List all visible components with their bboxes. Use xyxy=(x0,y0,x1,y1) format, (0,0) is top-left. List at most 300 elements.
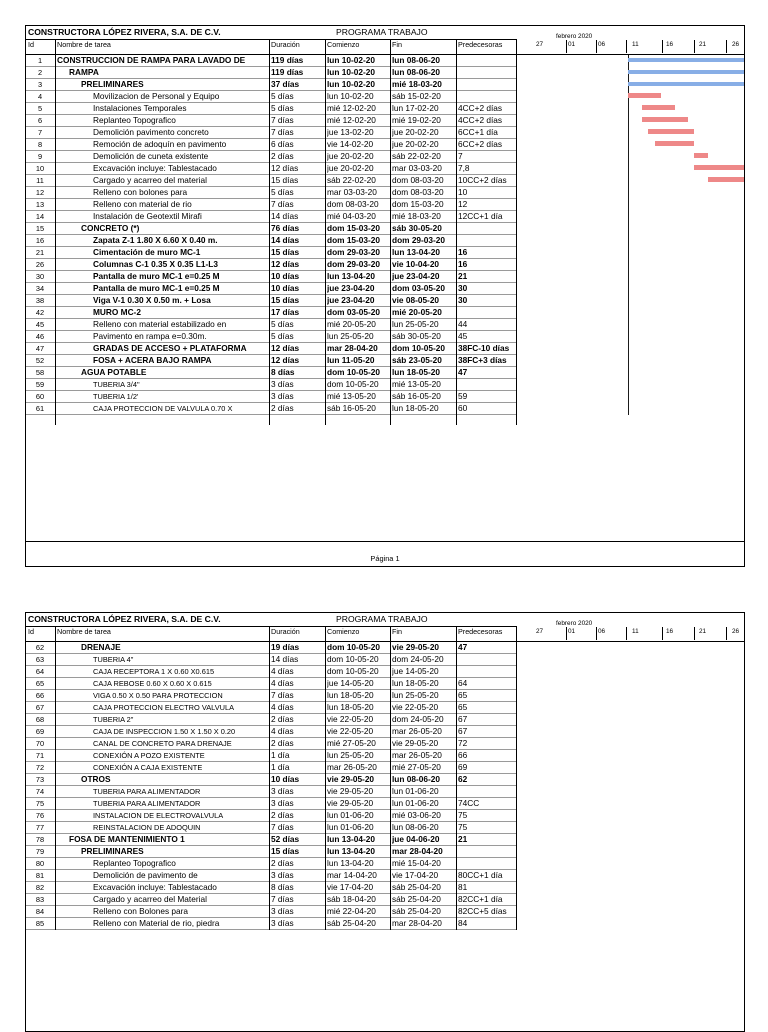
task-id: 68 xyxy=(35,715,45,724)
task-duration: 4 días xyxy=(271,726,294,736)
task-name: CONEXIÓN A POZO EXISTENTE xyxy=(93,751,205,760)
task-end: dom 24-05-20 xyxy=(392,714,444,724)
table-row xyxy=(26,894,516,906)
task-end: mié 20-05-20 xyxy=(392,307,442,317)
task-duration: 1 día xyxy=(271,762,290,772)
task-duration: 3 días xyxy=(271,786,294,796)
task-id: 84 xyxy=(35,907,45,916)
task-id: 16 xyxy=(35,236,45,245)
table-row xyxy=(26,702,516,714)
task-name: Relleno con bolones para xyxy=(93,187,188,197)
table-row xyxy=(26,343,516,355)
task-duration: 4 días xyxy=(271,678,294,688)
task-id: 78 xyxy=(35,835,45,844)
tick-label: 16 xyxy=(666,628,674,635)
table-row xyxy=(26,367,516,379)
task-duration: 5 días xyxy=(271,103,294,113)
task-end: sáb 22-02-20 xyxy=(392,151,441,161)
task-start: mié 12-02-20 xyxy=(327,115,376,125)
task-predecessors: 38FC-10 días xyxy=(458,343,510,353)
task-name: TUBERIA 2" xyxy=(93,715,134,724)
task-id: 80 xyxy=(35,859,45,868)
task-start: vie 29-05-20 xyxy=(327,798,374,808)
task-predecessors: 30 xyxy=(458,283,468,293)
schedule-page-2 xyxy=(25,612,745,1032)
task-predecessors: 47 xyxy=(458,367,468,377)
summary-bar xyxy=(628,58,744,62)
task-name: Pantalla de muro MC-1 e=0.25 M xyxy=(93,271,220,281)
task-predecessors: 44 xyxy=(458,319,468,329)
task-name: PRELIMINARES xyxy=(81,846,144,856)
task-duration: 15 días xyxy=(271,295,300,305)
task-end: mié 18-03-20 xyxy=(392,211,441,221)
task-id: 60 xyxy=(35,392,45,401)
col-end-header: Fin xyxy=(392,40,402,49)
task-start: dom 15-03-20 xyxy=(327,223,381,233)
task-end: dom 15-03-20 xyxy=(392,199,444,209)
task-duration: 10 días xyxy=(271,271,300,281)
task-duration: 15 días xyxy=(271,247,300,257)
task-start: sáb 25-04-20 xyxy=(327,918,376,928)
task-end: jue 14-05-20 xyxy=(392,666,439,676)
task-bar xyxy=(694,165,744,170)
task-duration: 5 días xyxy=(271,331,294,341)
task-predecessors: 45 xyxy=(458,331,468,341)
task-id: 85 xyxy=(35,919,45,928)
task-predecessors: 16 xyxy=(458,259,468,269)
table-row xyxy=(26,678,516,690)
table-row xyxy=(26,283,516,295)
table-row xyxy=(26,810,516,822)
task-start: vie 29-05-20 xyxy=(327,786,374,796)
task-end: dom 29-03-20 xyxy=(392,235,446,245)
task-start: vie 22-05-20 xyxy=(327,726,374,736)
task-duration: 7 días xyxy=(271,822,294,832)
task-end: mar 26-05-20 xyxy=(392,750,442,760)
task-duration: 2 días xyxy=(271,810,294,820)
task-name: CAJA RECEPTORA 1 X 0.60 X0.615 xyxy=(93,667,215,676)
page-number: Página 1 xyxy=(370,554,400,563)
task-id: 62 xyxy=(35,643,45,652)
task-duration: 5 días xyxy=(271,91,294,101)
task-duration: 14 días xyxy=(271,211,299,221)
table-row xyxy=(26,714,516,726)
task-id: 13 xyxy=(35,200,45,209)
task-id: 81 xyxy=(35,871,45,880)
task-predecessors: 81 xyxy=(458,882,468,892)
task-id: 9 xyxy=(37,152,43,161)
task-bar xyxy=(655,141,695,146)
task-id: 30 xyxy=(35,272,45,281)
task-name: AGUA POTABLE xyxy=(81,367,147,377)
task-start: dom 03-05-20 xyxy=(327,307,381,317)
task-duration: 12 días xyxy=(271,355,300,365)
task-duration: 15 días xyxy=(271,846,300,856)
task-end: mié 15-04-20 xyxy=(392,858,441,868)
task-duration: 8 días xyxy=(271,882,294,892)
task-id: 52 xyxy=(35,356,45,365)
task-end: mar 03-03-20 xyxy=(392,163,442,173)
task-start: lun 10-02-20 xyxy=(327,55,375,65)
task-end: mié 18-03-20 xyxy=(392,79,442,89)
task-duration: 2 días xyxy=(271,738,294,748)
task-predecessors: 80CC+1 día xyxy=(458,870,503,880)
task-end: sáb 25-04-20 xyxy=(392,894,441,904)
task-name: REINSTALACION DE ADOQUIN xyxy=(93,823,201,832)
task-start: vie 29-05-20 xyxy=(327,774,375,784)
task-start: sáb 16-05-20 xyxy=(327,403,376,413)
task-name: MURO MC-2 xyxy=(93,307,141,317)
task-duration: 52 días xyxy=(271,834,300,844)
task-duration: 4 días xyxy=(271,702,294,712)
tick-label: 11 xyxy=(632,628,639,635)
task-predecessors: 7 xyxy=(458,151,463,161)
tick-label: 21 xyxy=(699,628,707,635)
table-row xyxy=(26,175,516,187)
task-duration: 5 días xyxy=(271,319,294,329)
task-start: jue 23-04-20 xyxy=(327,295,375,305)
task-start: jue 20-02-20 xyxy=(327,163,374,173)
table-row xyxy=(26,379,516,391)
task-bar xyxy=(642,117,688,122)
task-end: mié 19-02-20 xyxy=(392,115,441,125)
col-name-header: Nombre de tarea xyxy=(57,627,111,636)
table-row xyxy=(26,726,516,738)
table-row xyxy=(26,738,516,750)
task-predecessors: 38FC+3 días xyxy=(458,355,507,365)
task-predecessors: 65 xyxy=(458,690,468,700)
tick-label: 01 xyxy=(568,41,576,48)
table-row xyxy=(26,295,516,307)
task-start: dom 29-03-20 xyxy=(327,259,381,269)
task-end: lun 18-05-20 xyxy=(392,367,440,377)
task-duration: 10 días xyxy=(271,283,300,293)
task-end: sáb 30-05-20 xyxy=(392,331,441,341)
task-id: 65 xyxy=(35,679,45,688)
table-row xyxy=(26,151,516,163)
task-duration: 7 días xyxy=(271,199,294,209)
task-start: dom 10-05-20 xyxy=(327,379,379,389)
company-name: CONSTRUCTORA LÓPEZ RIVERA, S.A. DE C.V. xyxy=(28,614,221,624)
task-name: FOSA DE MANTENIMIENTO 1 xyxy=(69,834,185,844)
task-id: 64 xyxy=(35,667,45,676)
task-end: mié 27-05-20 xyxy=(392,762,441,772)
task-start: lun 13-04-20 xyxy=(327,858,374,868)
task-predecessors: 69 xyxy=(458,762,468,772)
task-start: lun 13-04-20 xyxy=(327,834,375,844)
task-predecessors: 59 xyxy=(458,391,468,401)
task-bar xyxy=(708,177,744,182)
task-end: lun 08-06-20 xyxy=(392,822,439,832)
task-start: jue 23-04-20 xyxy=(327,283,375,293)
task-id: 15 xyxy=(35,224,45,233)
task-name: CAJA REBOSE 0.60 X 0.60 X 0.615 xyxy=(93,679,212,688)
task-predecessors: 6CC+2 días xyxy=(458,139,503,149)
task-duration: 5 días xyxy=(271,187,294,197)
task-id: 75 xyxy=(35,799,45,808)
task-id: 1 xyxy=(37,56,43,65)
table-row xyxy=(26,163,516,175)
task-start: dom 08-03-20 xyxy=(327,199,379,209)
task-end: lun 18-05-20 xyxy=(392,678,439,688)
summary-bar xyxy=(628,70,744,74)
task-id: 69 xyxy=(35,727,45,736)
task-predecessors: 84 xyxy=(458,918,468,928)
task-end: mar 28-04-20 xyxy=(392,918,442,928)
task-duration: 6 días xyxy=(271,139,294,149)
task-duration: 7 días xyxy=(271,127,294,137)
task-start: dom 10-05-20 xyxy=(327,642,381,652)
table-row xyxy=(26,103,516,115)
task-start: lun 25-05-20 xyxy=(327,750,374,760)
task-id: 42 xyxy=(35,308,45,317)
task-name: FOSA + ACERA BAJO RAMPA xyxy=(93,355,212,365)
task-duration: 7 días xyxy=(271,894,294,904)
task-name: CONEXIÓN A CAJA EXISTENTE xyxy=(93,763,203,772)
task-start: dom 10-05-20 xyxy=(327,666,379,676)
task-id: 70 xyxy=(35,739,45,748)
task-end: vie 29-05-20 xyxy=(392,642,440,652)
table-row xyxy=(26,331,516,343)
col-name-header: Nombre de tarea xyxy=(57,40,111,49)
task-name: TUBERIA 3/4" xyxy=(93,380,140,389)
task-id: 14 xyxy=(35,212,45,221)
task-id: 38 xyxy=(35,296,45,305)
task-name: CAJA DE INSPECCION 1.50 X 1.50 X 0.20 xyxy=(93,727,236,736)
task-name: GRADAS DE ACCESO + PLATAFORMA xyxy=(93,343,247,353)
task-bar xyxy=(642,105,675,110)
task-name: Pavimento en rampa e=0.30m. xyxy=(93,331,207,341)
task-duration: 76 días xyxy=(271,223,300,233)
task-duration: 3 días xyxy=(271,379,294,389)
task-id: 8 xyxy=(37,140,43,149)
task-duration: 37 días xyxy=(271,79,300,89)
task-predecessors: 66 xyxy=(458,750,468,760)
task-duration: 3 días xyxy=(271,798,294,808)
task-start: lun 18-05-20 xyxy=(327,702,374,712)
task-name: Columnas C-1 0.35 X 0.35 L1-L3 xyxy=(93,259,218,269)
task-name: VIGA 0.50 X 0.50 PARA PROTECCION xyxy=(93,691,223,700)
task-start: lun 10-02-20 xyxy=(327,79,375,89)
task-end: vie 10-04-20 xyxy=(392,259,440,269)
task-start: sáb 18-04-20 xyxy=(327,894,376,904)
task-id: 66 xyxy=(35,691,45,700)
task-name: INSTALACION DE ELECTROVALVULA xyxy=(93,811,224,820)
task-name: Replanteo Topografico xyxy=(93,858,176,868)
tick-label: 06 xyxy=(598,628,606,635)
table-row xyxy=(26,211,516,223)
tick-label: 26 xyxy=(732,41,740,48)
table-row xyxy=(26,139,516,151)
task-duration: 15 días xyxy=(271,175,299,185)
task-end: lun 08-06-20 xyxy=(392,774,440,784)
task-end: jue 04-06-20 xyxy=(392,834,440,844)
task-name: TUBERIA 1/2' xyxy=(93,392,139,401)
task-end: jue 20-02-20 xyxy=(392,127,439,137)
task-id: 26 xyxy=(35,260,45,269)
task-name: Cimentación de muro MC-1 xyxy=(93,247,201,257)
task-start: mié 13-05-20 xyxy=(327,391,376,401)
task-start: mié 04-03-20 xyxy=(327,211,376,221)
task-name: Excavación incluye: Tablestacado xyxy=(93,882,217,892)
col-id-header: Id xyxy=(28,40,34,49)
table-row xyxy=(26,355,516,367)
col-duration-header: Duración xyxy=(271,627,300,636)
task-id: 59 xyxy=(35,380,45,389)
col-start-header: Comienzo xyxy=(327,40,360,49)
task-end: lun 17-02-20 xyxy=(392,103,439,113)
task-name: Zapata Z-1 1.80 X 6.60 X 0.40 m. xyxy=(93,235,218,245)
task-duration: 2 días xyxy=(271,403,294,413)
tick-label: 27 xyxy=(536,628,544,635)
task-id: 71 xyxy=(35,751,45,760)
task-name: Relleno con Bolones para xyxy=(93,906,189,916)
task-duration: 12 días xyxy=(271,259,300,269)
task-start: dom 10-05-20 xyxy=(327,654,379,664)
task-predecessors: 4CC+2 días xyxy=(458,115,503,125)
table-row xyxy=(26,115,516,127)
task-end: vie 17-04-20 xyxy=(392,870,439,880)
task-name: CAJA PROTECCION DE VALVULA 0.70 X xyxy=(93,404,233,413)
task-name: Cargado y acarreo del Material xyxy=(93,894,207,904)
task-id: 58 xyxy=(35,368,45,377)
task-name: Movilizacion de Personal y Equipo xyxy=(93,91,220,101)
table-row xyxy=(26,391,516,403)
task-end: dom 03-05-20 xyxy=(392,283,446,293)
task-name: CONCRETO (*) xyxy=(81,223,140,233)
col-pred-header: Predecesoras xyxy=(458,627,503,636)
table-row xyxy=(26,403,516,415)
task-id: 3 xyxy=(37,80,43,89)
task-id: 4 xyxy=(37,92,43,101)
table-row xyxy=(26,906,516,918)
task-end: lun 25-05-20 xyxy=(392,319,439,329)
task-start: lun 25-05-20 xyxy=(327,331,374,341)
tick-label: 01 xyxy=(568,628,576,635)
tick-label: 26 xyxy=(732,628,740,635)
task-name: Excavación incluye: Tablestacado xyxy=(93,163,217,173)
table-row xyxy=(26,822,516,834)
task-start: mar 14-04-20 xyxy=(327,870,377,880)
task-predecessors: 21 xyxy=(458,271,468,281)
task-duration: 1 día xyxy=(271,750,290,760)
table-row xyxy=(26,654,516,666)
task-predecessors: 7,8 xyxy=(458,163,470,173)
task-name: Remoción de adoquín en pavimento xyxy=(93,139,227,149)
task-start: lun 01-06-20 xyxy=(327,822,374,832)
task-name: CAJA PROTECCION ELECTRO VALVULA xyxy=(93,703,235,712)
page-header xyxy=(26,26,744,55)
task-id: 2 xyxy=(37,68,43,77)
task-name: Demolición pavimento concreto xyxy=(93,127,209,137)
table-row xyxy=(26,235,516,247)
task-end: lun 08-06-20 xyxy=(392,55,440,65)
task-id: 82 xyxy=(35,883,45,892)
table-row xyxy=(26,846,516,858)
table-row xyxy=(26,259,516,271)
task-id: 34 xyxy=(35,284,45,293)
task-duration: 10 días xyxy=(271,774,300,784)
task-start: lun 13-04-20 xyxy=(327,846,375,856)
task-name: CANAL DE CONCRETO PARA DRENAJE xyxy=(93,739,232,748)
task-name: Cargado y acarreo del material xyxy=(93,175,207,185)
task-predecessors: 75 xyxy=(458,822,468,832)
col-start-header: Comienzo xyxy=(327,627,360,636)
task-end: sáb 16-05-20 xyxy=(392,391,441,401)
task-start: lun 13-04-20 xyxy=(327,271,375,281)
task-predecessors: 75 xyxy=(458,810,468,820)
task-duration: 12 días xyxy=(271,343,300,353)
task-name: TUBERIA 4" xyxy=(93,655,134,664)
company-name: CONSTRUCTORA LÓPEZ RIVERA, S.A. DE C.V. xyxy=(28,27,221,37)
task-duration: 3 días xyxy=(271,870,294,880)
col-duration-header: Duración xyxy=(271,40,300,49)
task-duration: 14 días xyxy=(271,235,300,245)
task-id: 10 xyxy=(35,164,45,173)
task-name: OTROS xyxy=(81,774,111,784)
task-id: 83 xyxy=(35,895,45,904)
task-name: Instalaciones Temporales xyxy=(93,103,187,113)
task-id: 79 xyxy=(35,847,45,856)
task-duration: 2 días xyxy=(271,151,294,161)
task-end: dom 10-05-20 xyxy=(392,343,446,353)
task-id: 45 xyxy=(35,320,45,329)
task-start: mié 27-05-20 xyxy=(327,738,376,748)
task-duration: 8 días xyxy=(271,367,295,377)
task-predecessors: 62 xyxy=(458,774,468,784)
task-predecessors: 21 xyxy=(458,834,468,844)
task-start: lun 10-02-20 xyxy=(327,67,375,77)
task-end: sáb 23-05-20 xyxy=(392,355,442,365)
task-duration: 14 días xyxy=(271,654,299,664)
task-duration: 119 días xyxy=(271,67,304,77)
summary-bar xyxy=(628,82,744,86)
task-id: 21 xyxy=(35,248,45,257)
task-bar xyxy=(628,93,661,98)
task-start: lun 11-05-20 xyxy=(327,355,375,365)
task-name: DRENAJE xyxy=(81,642,121,652)
task-end: dom 24-05-20 xyxy=(392,654,444,664)
task-end: mié 13-05-20 xyxy=(392,379,441,389)
table-row xyxy=(26,271,516,283)
task-start: dom 10-05-20 xyxy=(327,367,381,377)
task-end: vie 29-05-20 xyxy=(392,738,439,748)
table-row xyxy=(26,67,516,79)
tick-label: 11 xyxy=(632,41,639,48)
task-end: sáb 25-04-20 xyxy=(392,882,441,892)
task-predecessors: 12CC+1 día xyxy=(458,211,503,221)
task-predecessors: 82CC+5 días xyxy=(458,906,507,916)
table-row xyxy=(26,882,516,894)
table-row xyxy=(26,187,516,199)
task-start: jue 20-02-20 xyxy=(327,151,374,161)
task-id: 7 xyxy=(37,128,43,137)
task-id: 46 xyxy=(35,332,45,341)
task-name: Viga V-1 0.30 X 0.50 m. + Losa xyxy=(93,295,211,305)
table-row xyxy=(26,786,516,798)
task-start: lun 10-02-20 xyxy=(327,91,374,101)
task-name: Pantalla de muro MC-1 e=0.25 M xyxy=(93,283,220,293)
task-duration: 19 días xyxy=(271,642,300,652)
col-id-header: Id xyxy=(28,627,34,636)
task-end: lun 18-05-20 xyxy=(392,403,439,413)
task-name: Replanteo Topografico xyxy=(93,115,176,125)
task-start: mar 03-03-20 xyxy=(327,187,377,197)
task-duration: 2 días xyxy=(271,714,294,724)
table-row xyxy=(26,774,516,786)
task-predecessors: 67 xyxy=(458,714,468,724)
task-end: sáb 15-02-20 xyxy=(392,91,441,101)
